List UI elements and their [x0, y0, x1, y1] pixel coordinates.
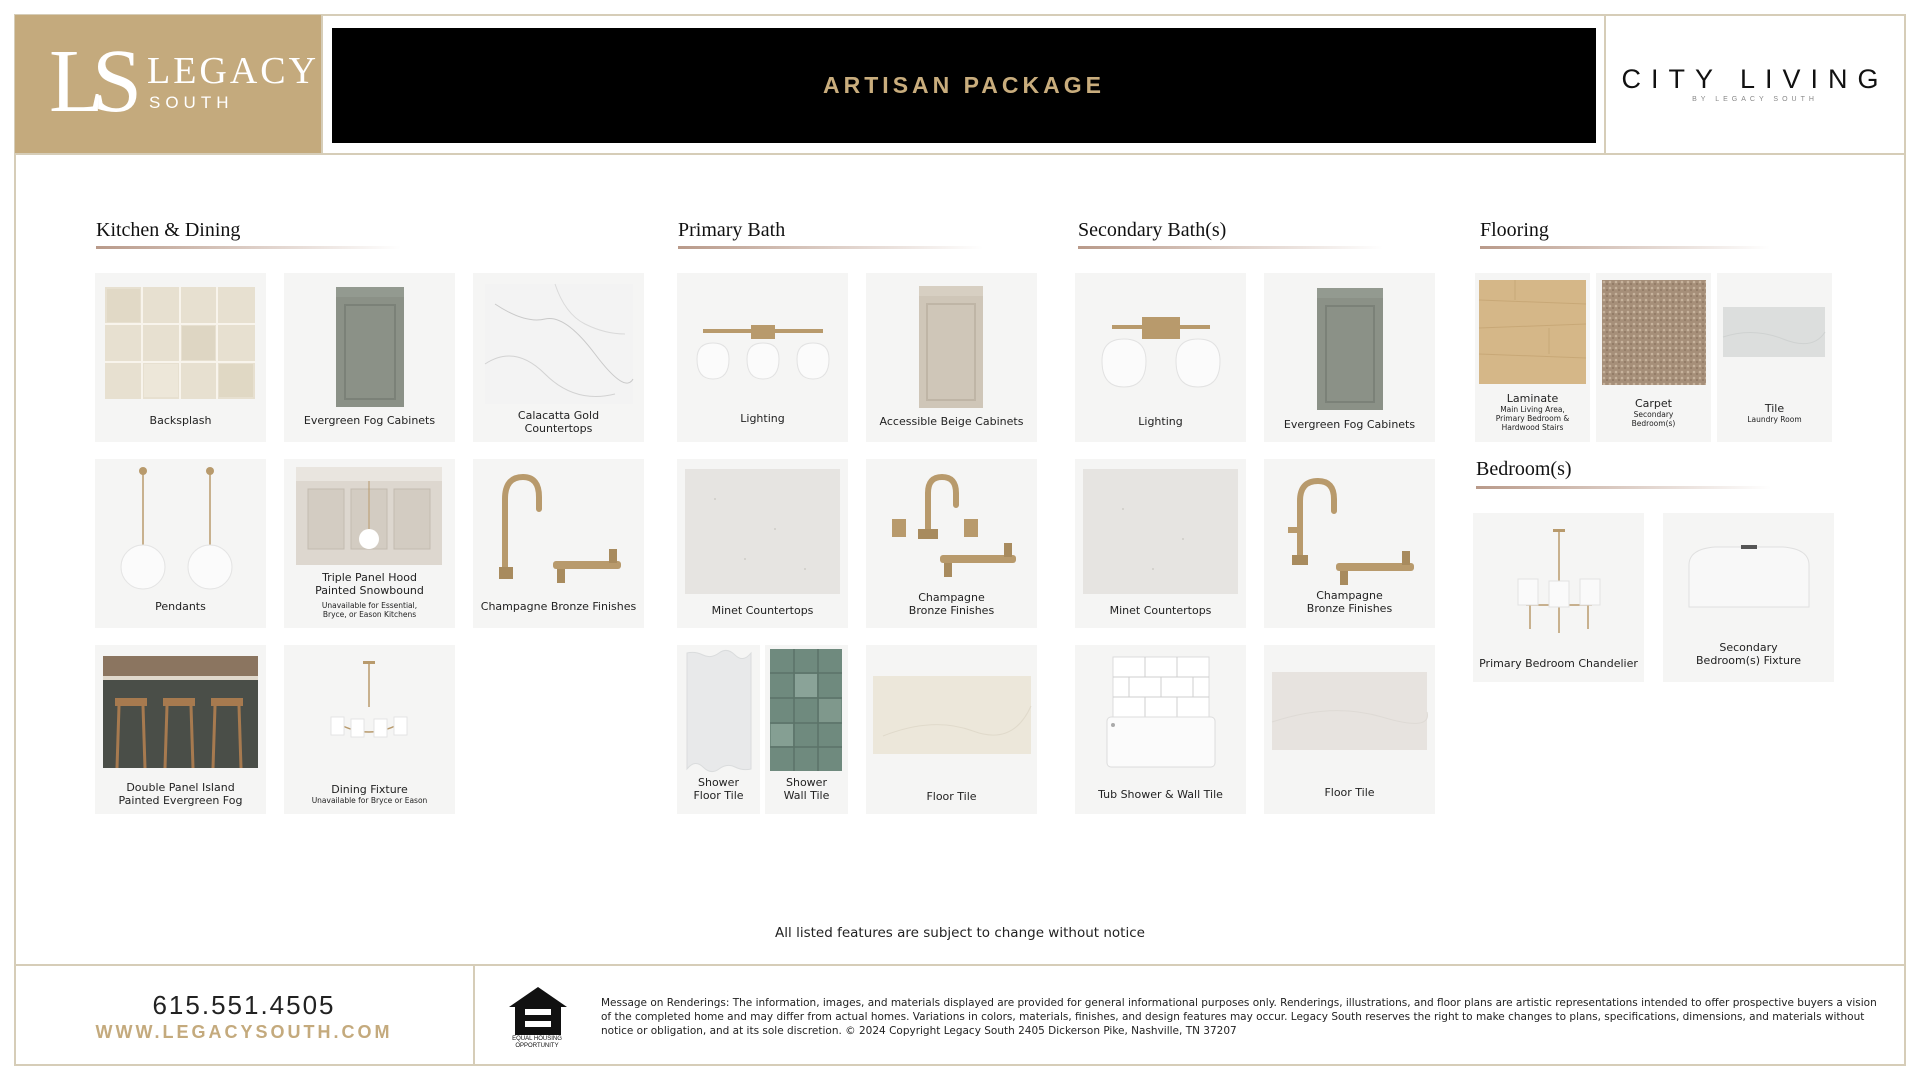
- card-label: Pendants: [155, 600, 206, 613]
- equal-housing-icon: [507, 985, 569, 1037]
- logo-monogram: LS: [49, 32, 131, 131]
- tile-swatch: [1723, 307, 1825, 357]
- section-title-secondary-bath: Secondary Bath(s): [1078, 219, 1227, 241]
- card-shower-floor[interactable]: [677, 645, 760, 814]
- card-label: Secondary Bedroom(s) Fixture: [1696, 641, 1801, 667]
- card-label: Backsplash: [149, 414, 212, 427]
- cabinet-door-swatch: [1317, 288, 1383, 410]
- card-dining-fixture[interactable]: [284, 645, 455, 814]
- card-primary-bedroom-chandelier[interactable]: [1473, 513, 1644, 682]
- logo-south-text: SOUTH: [149, 93, 234, 112]
- card-label: Dining Fixture: [331, 783, 408, 796]
- section-rule: [96, 246, 401, 249]
- bath-faucet-image: [1288, 477, 1418, 587]
- island-image: [103, 656, 258, 768]
- card-primary-finishes[interactable]: [866, 459, 1037, 628]
- card-secondary-countertops[interactable]: [1075, 459, 1246, 628]
- section-rule: [678, 246, 983, 249]
- equal-housing-text: EQUAL HOUSING OPPORTUNITY: [512, 1036, 562, 1049]
- card-kitchen-finishes[interactable]: [473, 459, 644, 628]
- footer-divider: [473, 966, 475, 1066]
- tub-shower-image: [1107, 657, 1215, 769]
- card-pendants[interactable]: [95, 459, 266, 628]
- website-link[interactable]: WWW.LEGACYSOUTH.COM: [95, 1022, 393, 1042]
- card-label: Evergreen Fog Cabinets: [1283, 418, 1416, 431]
- card-note: Laundry Room: [1747, 415, 1802, 424]
- card-label: Laminate: [1506, 392, 1559, 405]
- footer-top-rule: [15, 964, 1905, 966]
- shower-floor-swatch: [685, 651, 753, 771]
- carpet-swatch: [1602, 280, 1706, 385]
- header-bottom-rule: [15, 153, 1905, 155]
- card-label: Shower Wall Tile: [783, 776, 830, 802]
- card-label: Minet Countertops: [1109, 604, 1212, 617]
- card-secondary-cabinets[interactable]: [1264, 273, 1435, 442]
- section-rule: [1480, 246, 1770, 249]
- card-label: Champagne Bronze Finishes: [908, 591, 995, 617]
- disclaimer-text: Message on Renderings: The information, images, and materials displayed are provided for general informational purposes only. Renderings, illustrations, and floor plans are artistic representations intended to offer prospective buyers a vision of the completed home and may differ from actual homes. Variations in colors, materials, finishes, and design features may occur. Legacy South reserves the right to make changes to plans, specifications, dimensions, and materials without notice or obligation, and at its sole discretion. © 2024 Copyright Legacy South 2405 Dickerson Pike, Nashville, TN 37207: [601, 997, 1877, 1037]
- range-hood-image: [296, 467, 442, 565]
- card-secondary-bedroom-fixture[interactable]: [1663, 513, 1834, 682]
- card-primary-floor-tile[interactable]: [866, 645, 1037, 814]
- backsplash-swatch: [105, 287, 255, 399]
- change-notice: All listed features are subject to change without notice: [775, 925, 1145, 941]
- card-label: Shower Floor Tile: [693, 776, 744, 802]
- logo-legacy-text: LEGACY: [147, 50, 320, 92]
- card-kitchen-countertops[interactable]: [473, 273, 644, 442]
- card-label: Floor Tile: [926, 790, 977, 803]
- card-label: Evergreen Fog Cabinets: [303, 414, 436, 427]
- chandelier-image: [1516, 529, 1602, 637]
- card-laminate[interactable]: [1475, 273, 1590, 442]
- laminate-swatch: [1479, 280, 1586, 384]
- card-tile[interactable]: [1717, 273, 1832, 442]
- card-note: Main Living Area, Primary Bedroom & Hardwood Stairs: [1495, 405, 1570, 432]
- card-backsplash[interactable]: [95, 273, 266, 442]
- card-primary-lighting[interactable]: [677, 273, 848, 442]
- page-title: ARTISAN PACKAGE: [823, 72, 1105, 98]
- card-label: Champagne Bronze Finishes: [480, 600, 637, 613]
- shower-wall-swatch: [770, 649, 842, 771]
- vanity-light-image: [1102, 317, 1220, 389]
- card-kitchen-cabinets[interactable]: [284, 273, 455, 442]
- section-rule: [1476, 486, 1771, 489]
- floor-tile-swatch: [873, 676, 1031, 754]
- phone-number[interactable]: 615.551.4505: [152, 990, 336, 1020]
- card-label: Lighting: [1138, 415, 1183, 428]
- card-note: Unavailable for Essential, Bryce, or Eason Kitchens: [321, 601, 418, 619]
- card-label: Double Panel Island Painted Evergreen Fog: [118, 781, 243, 807]
- card-label: Primary Bedroom Chandelier: [1479, 657, 1638, 670]
- card-label: Lighting: [740, 412, 785, 425]
- section-title-primary-bath: Primary Bath: [678, 219, 786, 241]
- bath-faucet-image: [880, 471, 1025, 581]
- pendant-lights-image: [120, 467, 240, 597]
- vanity-light-image: [695, 323, 830, 383]
- card-secondary-lighting[interactable]: [1075, 273, 1246, 442]
- cabinet-door-swatch: [919, 286, 983, 408]
- card-label: Carpet: [1634, 397, 1672, 410]
- card-label: Tub Shower & Wall Tile: [1098, 788, 1223, 801]
- dining-chandelier-image: [329, 661, 409, 761]
- marble-swatch: [485, 284, 633, 404]
- card-tub[interactable]: [1075, 645, 1246, 814]
- cabinet-door-swatch: [336, 287, 404, 407]
- card-primary-cabinets[interactable]: [866, 273, 1037, 442]
- card-label: Minet Countertops: [711, 604, 814, 617]
- section-title-bedroom: Bedroom(s): [1476, 458, 1572, 480]
- card-note: Unavailable for Bryce or Eason: [311, 796, 428, 805]
- section-title-flooring: Flooring: [1480, 219, 1549, 241]
- city-living-logo: CITY LIVING: [1621, 64, 1889, 94]
- legacy-south-logo[interactable]: [15, 15, 321, 154]
- ceiling-fixture-image: [1685, 545, 1813, 607]
- quartz-swatch: [1083, 469, 1238, 594]
- card-hood[interactable]: [284, 459, 455, 628]
- card-primary-countertops[interactable]: [677, 459, 848, 628]
- card-label: Triple Panel Hood Painted Snowbound: [315, 571, 424, 597]
- section-title-kitchen: Kitchen & Dining: [96, 219, 241, 241]
- card-note: Secondary Bedroom(s): [1631, 410, 1676, 428]
- faucet-pull-image: [491, 471, 631, 586]
- header-divider: [321, 15, 323, 154]
- card-shower-wall[interactable]: [765, 645, 848, 814]
- title-band: [332, 28, 1596, 143]
- city-living-subtitle: BY LEGACY SOUTH: [1692, 96, 1818, 103]
- card-label: Champagne Bronze Finishes: [1306, 589, 1393, 615]
- card-carpet[interactable]: [1596, 273, 1711, 442]
- card-label: Floor Tile: [1324, 786, 1375, 799]
- card-label: Accessible Beige Cabinets: [879, 415, 1024, 428]
- quartz-swatch: [685, 469, 840, 594]
- card-island[interactable]: [95, 645, 266, 814]
- card-secondary-finishes[interactable]: [1264, 459, 1435, 628]
- card-secondary-floor-tile[interactable]: [1264, 645, 1435, 814]
- card-label: Calacatta Gold Countertops: [517, 409, 600, 435]
- card-label: Tile: [1764, 402, 1785, 415]
- section-rule: [1078, 246, 1383, 249]
- floor-tile-swatch: [1272, 672, 1427, 750]
